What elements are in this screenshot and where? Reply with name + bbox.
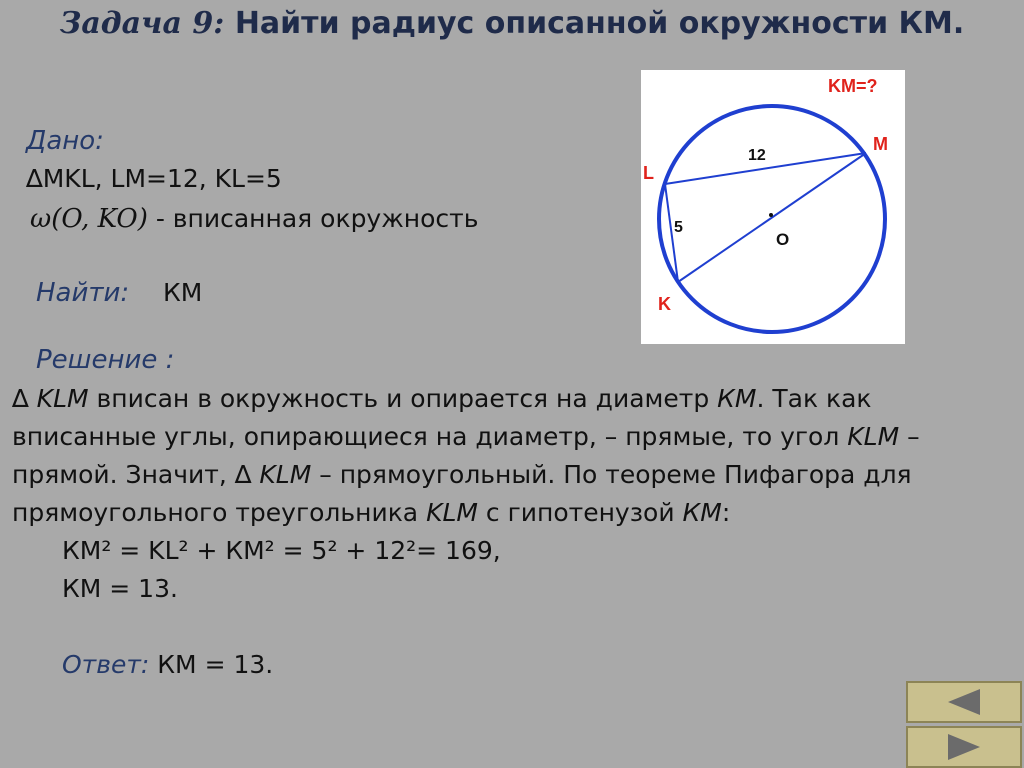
triangle-left-icon [944, 687, 984, 717]
label-o: O [776, 230, 790, 249]
answer-line [62, 650, 273, 679]
label-km-question: KM=? [828, 76, 878, 96]
label-l: L [643, 163, 654, 183]
given-line: ∆MKL, LM=12, KL=5 [26, 164, 282, 193]
circle-diagram [641, 70, 905, 344]
answer-value: КМ = 13. [157, 650, 274, 679]
center-point [769, 213, 773, 217]
task-text: Найти радиус описанной окружности КМ. [234, 6, 965, 41]
solution-text [12, 380, 1012, 608]
solution-paragraph: ∆ KLM вписан в окружность и опирается на диаметр КМ. Так как вписанные углы, опирающиеся на диаметр, – прямые, то угол KLM – прямой. Значит, ∆ KLM – прямоугольный. По теореме Пифагора для прямоугольного треугольника KLM с гипотенузой КМ: [12, 384, 920, 527]
triangle-right-icon [944, 732, 984, 762]
label-k: K [658, 294, 671, 314]
task-word: Задача [59, 6, 182, 41]
find-value: КМ [163, 278, 203, 307]
segment-km [678, 153, 866, 282]
given-omega-line [30, 204, 478, 234]
find-label: Найти: [36, 278, 130, 308]
page-title [0, 6, 1024, 41]
circumscribed-circle [659, 106, 885, 332]
next-slide-button[interactable] [906, 726, 1022, 768]
label-12: 12 [748, 147, 766, 164]
solution-label: Решение : [36, 345, 175, 375]
equation-2: КМ = 13. [62, 574, 178, 603]
omega-description: - вписанная окружность [155, 204, 479, 233]
geometry-figure [641, 70, 905, 344]
task-number: 9: [192, 6, 225, 41]
given-label: Дано: [26, 126, 104, 156]
label-m: M [873, 134, 888, 154]
equation-1: КМ² = KL² + КМ² = 5² + 12²= 169, [62, 536, 501, 565]
omega-notation: ω(O, KO) [30, 204, 148, 234]
answer-label: Ответ: [62, 650, 150, 679]
label-5: 5 [674, 219, 683, 236]
prev-slide-button[interactable] [906, 681, 1022, 723]
